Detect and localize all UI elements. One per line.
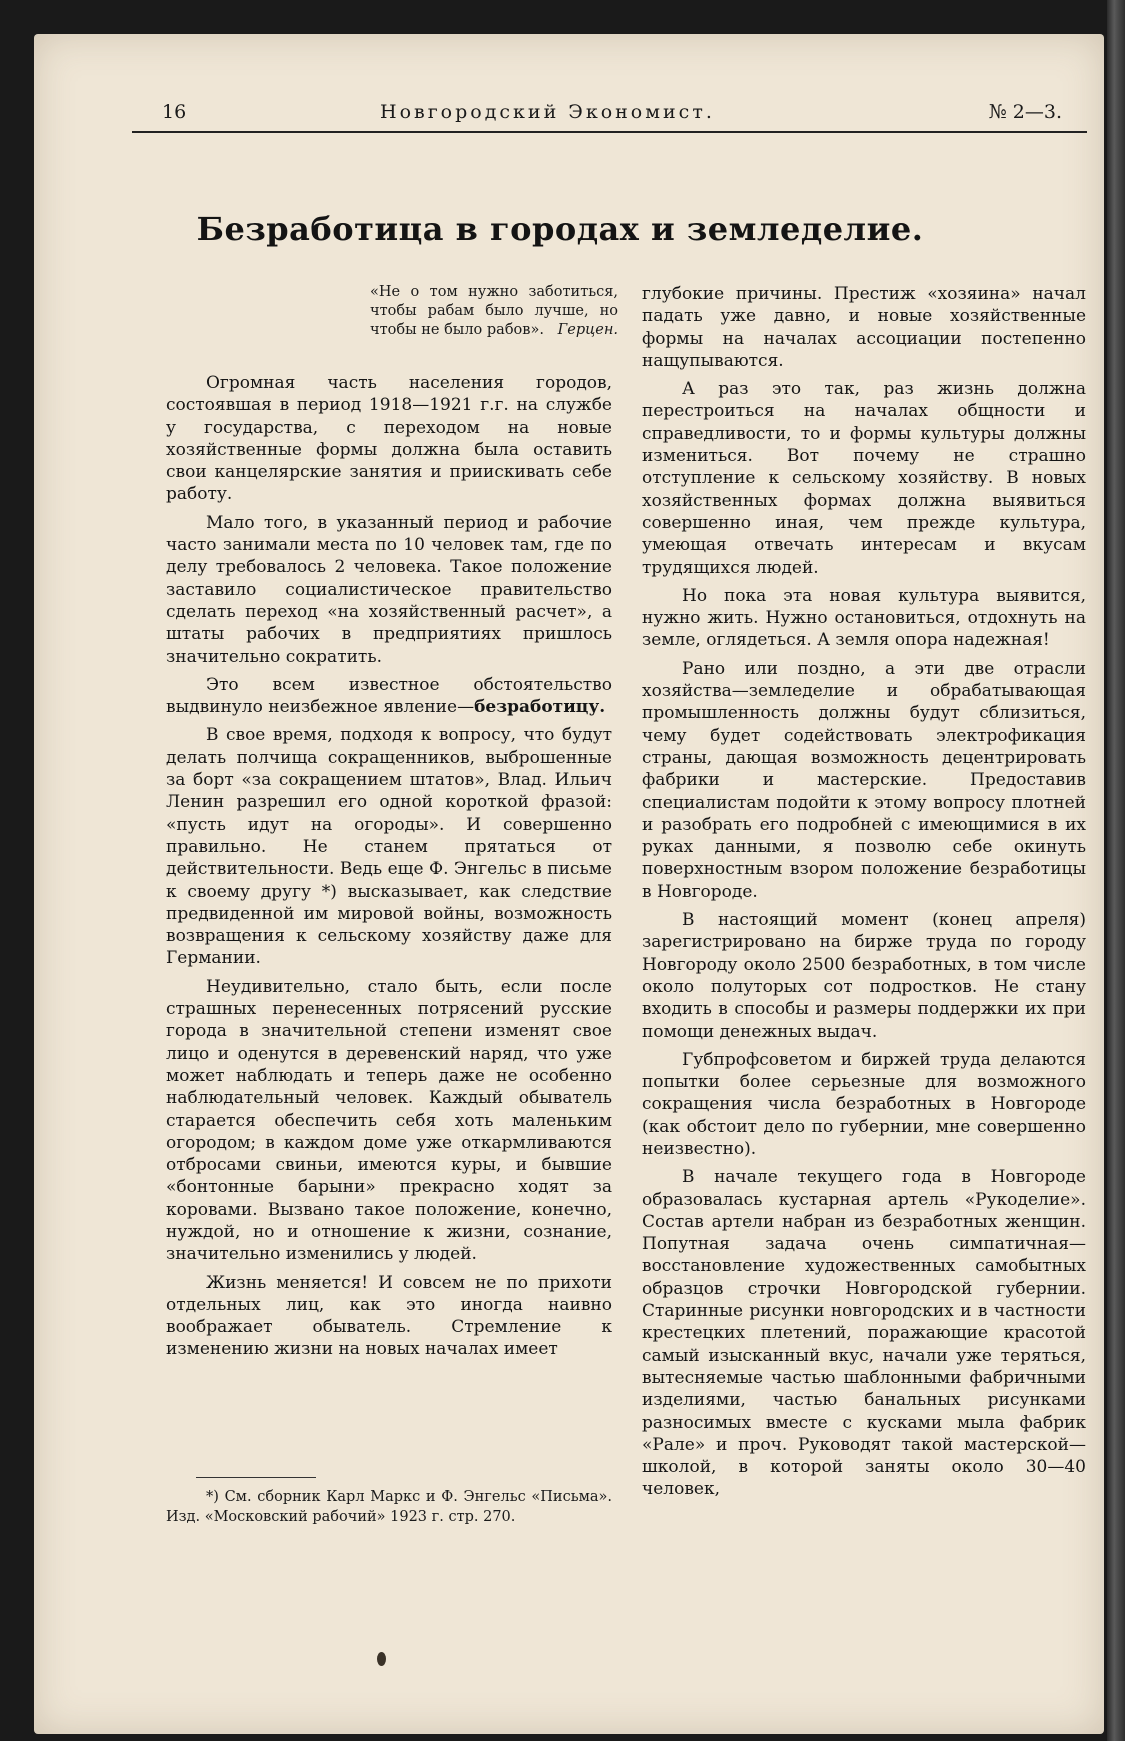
paragraph: Мало того, в указанный период и рабочие часто занимали места по 10 человек там, где по делу требовалось 2 человека. Такое положение заставило социалистическое правительство сделать переход «на хозяйственный расчет», а штаты рабочих в предприятиях пришлось значительно сократить. bbox=[166, 512, 612, 667]
paragraph: В свое время, подходя к вопросу, что будут делать полчища сокращенников, выброшенные за борт «за сокращением штатов», Влад. Ильич Ленин разрешил его одной короткой фразой: «пусть идут на огороды». И совершенно правильно. Не станем прятаться от действительности. Ведь еще Ф. Энгельс в письме к своему другу *) высказывает, как следствие предвиденной им мировой войны, возможность возвращения к сельскому хозяйству даже для Германии. bbox=[166, 725, 612, 969]
paragraph: Жизнь меняется! И совсем не по прихоти отдельных лиц, как это иногда наивно воображает обыватель. Стремление к изменению жизни на новых началах имеет bbox=[166, 1272, 612, 1360]
journal-title: Новгородский Экономист. bbox=[380, 101, 715, 123]
epigraph bbox=[370, 283, 618, 340]
paragraph bbox=[166, 674, 612, 719]
paragraph: Огромная часть населения городов, состоявшая в период 1918—1921 г.г. на службе у государства, с переходом на новые хозяйственные формы должна была оставить свои канцелярские занятия и приискивать себе работу. bbox=[166, 373, 612, 505]
paragraph: глубокие причины. Престиж «хозяина» начал падать уже давно, и новые хозяйственные формы на началах ассоциации постепенно нащупываются. bbox=[642, 284, 1086, 371]
paragraph: В начале текущего года в Новгороде образовалась кустарная артель «Рукоделие». Состав артели набран из безработных женщин. Попутная задача очень симпатичная—восстановление художественных самобытных образцов строчки Новгородской губернии. Старинные рисунки новгородских и в частности крестецких плетений, поражающие красотой самый изысканный вкус, начали уже теряться, вытесняемые частью шаблонными фабричными изделиями, частью банальных рисунками разносимых вместе с кусками мыла фабрик «Рале» и проч. Руководят такой мастерской—школой, в которой заняты около 30—40 человек, bbox=[642, 1167, 1086, 1500]
paragraph: А раз это так, раз жизнь должна перестроиться на началах общности и справедливости, то и формы культуры должны измениться. Вот почему не страшно отступление к сельскому хозяйству. В новых хозяйственных формах должна выявиться совершенно иная, чем прежде культура, умеющая отвечать интересам и вкусам трудящихся людей. bbox=[642, 379, 1086, 578]
epigraph-quote: «Не о том нужно заботиться, чтобы рабам было лучше, но чтобы не было рабов». bbox=[370, 284, 618, 338]
ink-spot bbox=[377, 1652, 386, 1666]
page-number: 16 bbox=[162, 101, 187, 123]
article-title: Безработица в городах и земледелие. bbox=[196, 210, 924, 248]
paragraph: Рано или поздно, а эти две отрасли хозяйства—земледелие и обрабатывающая промышленность должны будут сблизиться, чему будет содействовать электрофикация страны, дающая возможность децентрировать фабрики и мастерские. Предоставив специалистам подойти к этому вопросу плотней и разобрать его подробней с имеющимися в их руках данными, я позволю себе окинуть поверхностным взором положение безработицы в Новгороде. bbox=[642, 658, 1086, 902]
paragraph: В настоящий момент (конец апреля) зарегистрировано на бирже труда по городу Новгороду около 2500 безработных, в том числе около полуторых сот подростков. Не стану входить в способы и размеры поддержки их при помощи денежных выдач. bbox=[642, 910, 1086, 1042]
paragraph: Но пока эта новая культура выявится, нужно жить. Нужно остановиться, отдохнуть на земле, оглядеться. А земля опора надежная! bbox=[642, 585, 1086, 651]
paragraph: Губпрофсоветом и биржей труда делаются попытки более серьезные для возможного сокращения числа безработных в Новгороде (как обстоит дело по губернии, мне совершенно неизвестно). bbox=[642, 1049, 1086, 1159]
epigraph-author: Герцен. bbox=[557, 322, 618, 338]
issue-number: № 2—3. bbox=[988, 101, 1062, 123]
footnote-divider bbox=[196, 1477, 316, 1478]
paragraph: Неудивительно, стало быть, если после страшных перенесенных потрясений русские города в значительной степени изменят свое лицо и оденутся в деревенский наряд, что уже может наблюдать и теперь даже не особенно наблюдательный человек. Каждый обыватель старается обеспечить себя хоть маленьким огородом; в каждом доме уже откармливаются отбросами свиньи, имеются куры, и бывшие «бонтонные барыни» прекрасно ходят за коровами. Вызвано такое положение, конечно, нуждой, но и отношение к жизни, сознание, значительно изменились у людей. bbox=[166, 976, 612, 1265]
paragraph-text: Это всем известное обстоятельство выдвинуло неизбежное явление— bbox=[166, 674, 612, 718]
right-column bbox=[642, 283, 1086, 1507]
emphasis-word: безработицу. bbox=[474, 697, 606, 718]
left-column bbox=[166, 372, 612, 1367]
footnote: *) См. сборник Карл Маркс и Ф. Энгельс «Письма». Изд. «Московский рабочий» 1923 г. стр. 270. bbox=[166, 1489, 612, 1525]
page-edge-shadow bbox=[1107, 0, 1125, 1741]
running-header bbox=[132, 95, 1087, 133]
